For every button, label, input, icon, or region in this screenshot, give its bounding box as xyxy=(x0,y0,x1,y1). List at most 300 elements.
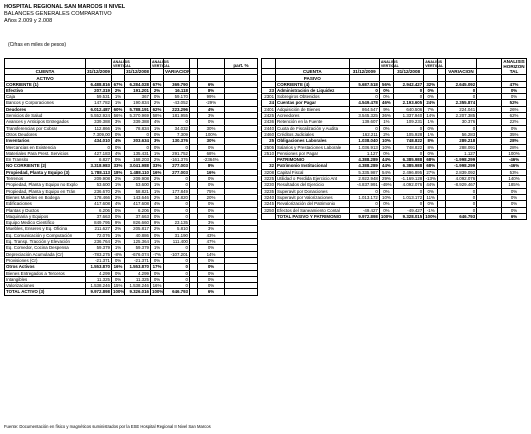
vertical-pct-2009: 1% xyxy=(112,100,125,106)
vertical-pct-2009: 2% xyxy=(379,131,393,137)
variation-value: 0 xyxy=(164,176,190,182)
vertical-pct-2008: 0% xyxy=(151,213,164,219)
value-2009: 1.788.113 xyxy=(86,169,112,175)
value-2009: 1.553.870 xyxy=(86,264,112,270)
value-2008: 2.193.605 xyxy=(393,100,423,106)
account-name: Utilidad o Perdida Ejercicio Ant xyxy=(276,176,350,182)
account-name: Avances y Anticipos Entregados xyxy=(5,119,86,125)
table-row xyxy=(5,289,258,295)
value-2008: -21.371 xyxy=(125,257,151,263)
vertical-pct-2009: 60% xyxy=(112,106,125,112)
value-2008: 135.431 xyxy=(125,150,151,156)
value-2008: 40.886 xyxy=(125,232,151,238)
vertical-pct-2008: 0% xyxy=(424,87,438,93)
horizontal-pct: 140% xyxy=(502,176,527,182)
vertical-pct-2009: 0% xyxy=(379,94,393,100)
account-name: Superavit por Valorizaciones xyxy=(276,194,350,200)
variation-value: 0 xyxy=(164,201,190,207)
value-2008: 6.385.988 xyxy=(393,157,423,163)
vertical-pct-2008: 68% xyxy=(424,157,438,163)
value-2009: 9.972.898 xyxy=(349,213,379,219)
vertical-pct-2009: 4% xyxy=(112,150,125,156)
participation-pct: 0% xyxy=(198,245,225,251)
value-2008: 3.041.988 xyxy=(125,163,151,169)
horizontal-pct: 0% xyxy=(502,94,527,100)
participation-pct: 75% xyxy=(198,188,225,194)
value-2008: -676.074 xyxy=(125,251,151,257)
header-date-2008: 31/12/2008 xyxy=(126,69,149,75)
value-2008: 53.600 xyxy=(125,182,151,188)
variation-value: -161.376 xyxy=(164,157,190,163)
vertical-pct-2008: 8% xyxy=(424,144,438,150)
variation-value: 0 xyxy=(164,283,190,289)
account-name: Adquisición de Bienes xyxy=(276,106,350,112)
value-2008: 9.328.015 xyxy=(393,213,423,219)
header-analisis-horizontal: ANALISIS HORIZON TAL xyxy=(503,59,525,75)
account-name: Bienes Muebles en Bodega xyxy=(5,194,86,200)
participation-pct: 0% xyxy=(198,144,225,150)
vertical-pct-2008: 68% xyxy=(424,163,438,169)
vertical-pct-2008: 67% xyxy=(151,81,164,87)
vertical-pct-2009: 0% xyxy=(112,213,125,219)
variation-value: 1.127 xyxy=(445,150,476,156)
variation-value: 0 xyxy=(445,94,476,100)
participation-pct: 30% xyxy=(198,138,225,144)
participation-pct: 6% xyxy=(198,289,225,295)
value-2009: 11.325 xyxy=(86,276,112,282)
assets-table xyxy=(4,58,258,296)
value-2008: 109.231 xyxy=(393,119,423,125)
account-name: Retención en la Fuente xyxy=(276,119,350,125)
header-section-pasivo: PASIVO xyxy=(276,75,350,81)
account-name: Patrimonio Institucional xyxy=(276,163,350,169)
account-name: Muebles, Enseres y Eq. Oficina xyxy=(5,226,86,232)
vertical-pct-2009: 1% xyxy=(112,245,125,251)
account-name: Caja xyxy=(5,94,86,100)
account-name: Capital Fiscal xyxy=(276,169,350,175)
participation-pct: 0% xyxy=(198,182,225,188)
value-2008: 1.013.172 xyxy=(393,194,423,200)
value-2008: 0 xyxy=(393,94,423,100)
vertical-pct-2009: 100% xyxy=(113,289,125,295)
account-name: Resultados del Ejercicio xyxy=(276,182,350,188)
variation-value: 0 xyxy=(164,264,190,270)
vertical-pct-2009: 44% xyxy=(379,163,393,169)
value-2008: 11.325 xyxy=(125,276,151,282)
vertical-pct-2008: 2% xyxy=(151,226,164,232)
value-2009: 0 xyxy=(349,201,379,207)
vertical-pct-2009: 56% xyxy=(379,81,393,87)
value-2009: 849.795 xyxy=(86,220,112,226)
account-name: Intangibles xyxy=(5,276,86,282)
account-name: Pensiones por Pagar xyxy=(276,150,350,156)
value-2009: 59.531 xyxy=(86,94,112,100)
account-name: Eq. Comedor, Cocina Despensa xyxy=(5,245,86,251)
value-2009: -49.427 xyxy=(349,207,379,213)
value-2009: 236.670 xyxy=(86,188,112,194)
variation-value: -43.052 xyxy=(164,100,190,106)
account-name: Otros Deudores xyxy=(5,131,86,137)
header-date-2009: 31/12/2009 xyxy=(87,69,110,75)
account-code: 3230 xyxy=(262,182,276,188)
horizontal-pct: 47% xyxy=(502,81,527,87)
account-name: Acreedores xyxy=(276,113,350,119)
variation-value: 177.849 xyxy=(164,188,190,194)
variation-value: 0 xyxy=(164,144,190,150)
participation-pct: 0% xyxy=(198,213,225,219)
vertical-pct-2008: 100% xyxy=(425,213,437,219)
account-name: Bancos y Corporaciones xyxy=(5,100,86,106)
variation-value: 30.376 xyxy=(445,119,476,125)
vertical-pct-2008: 0% xyxy=(424,150,438,156)
vertical-pct-2008: 3% xyxy=(151,138,164,144)
variation-value: 59.170 xyxy=(164,94,190,100)
account-name: Servicios de Salud xyxy=(5,113,86,119)
value-2009: 1.013.172 xyxy=(349,194,379,200)
vertical-pct-2008: 16% xyxy=(151,283,164,289)
value-2009: 5.552.924 xyxy=(86,113,112,119)
account-name: Propiedad, Planta y Equipo (3) xyxy=(5,169,86,175)
account-name: Inventarios xyxy=(5,138,86,144)
horizontal-pct: 0% xyxy=(502,87,527,93)
vertical-pct-2008: 0% xyxy=(151,131,164,137)
horizontal-pct: 28% xyxy=(502,138,527,144)
horizontal-pct: 22% xyxy=(502,119,527,125)
account-name: NO CORRIENTE (2) xyxy=(5,163,86,169)
vertical-pct-2009: 4% xyxy=(112,138,125,144)
vertical-pct-2009: 1% xyxy=(112,125,125,131)
account-code: 2505 xyxy=(262,144,276,150)
horizontal-pct: 53% xyxy=(502,169,527,175)
vertical-pct-2009: 1% xyxy=(112,94,125,100)
variation-value: 0 xyxy=(164,270,190,276)
value-2008: -49.427 xyxy=(393,207,423,213)
variation-value: -8.929.467 xyxy=(445,182,476,188)
value-2009: 1.538.246 xyxy=(86,283,112,289)
variation-value: 369.790 xyxy=(164,81,190,87)
vertical-pct-2008: 11% xyxy=(424,194,438,200)
vertical-pct-2009: 29% xyxy=(379,176,393,182)
horizontal-pct: 52% xyxy=(502,100,527,106)
horizontal-pct: 0% xyxy=(502,207,527,213)
value-2008: 1.553.870 xyxy=(125,264,151,270)
participation-pct: 0% xyxy=(198,207,225,213)
value-2008: 105.928 xyxy=(393,131,423,137)
vertical-pct-2008: 7% xyxy=(424,106,438,112)
account-name: Administración de Liquidez xyxy=(276,87,350,93)
horizontal-pct: -46% xyxy=(502,157,527,163)
participation-pct: 0% xyxy=(198,119,225,125)
vertical-pct-2009: 15% xyxy=(112,283,125,289)
variation-value: 646.793 xyxy=(164,289,190,295)
value-2008: 0 xyxy=(125,131,151,137)
variation-value: 0 xyxy=(164,119,190,125)
participation-pct: 47% xyxy=(198,239,225,245)
variation-value: 288.091 xyxy=(445,144,476,150)
value-2008: 37.663 xyxy=(125,213,151,219)
value-2009: 207.319 xyxy=(86,87,112,93)
participation-pct: -2364% xyxy=(198,157,225,163)
value-2009: 211.627 xyxy=(86,226,112,232)
value-2008: 6.206 xyxy=(125,207,151,213)
participation-pct: 4% xyxy=(198,106,225,112)
value-2008: 2.942.427 xyxy=(393,81,423,87)
account-name: Cuentas por Pagar xyxy=(276,100,350,106)
value-2008: 125.364 xyxy=(125,239,151,245)
vertical-pct-2008: 1% xyxy=(151,125,164,131)
vertical-pct-2009: 0% xyxy=(112,157,125,163)
value-2009: 0 xyxy=(349,188,379,194)
value-2009: 162.211 xyxy=(349,131,379,137)
variation-value: 0 xyxy=(164,182,190,188)
vertical-pct-2008: 0% xyxy=(151,257,164,263)
vertical-pct-2009: 0% xyxy=(112,270,125,276)
account-name: Depreciación Acumulada (Cr) xyxy=(5,251,86,257)
participation-pct: 0% xyxy=(198,270,225,276)
vertical-pct-2008: 2% xyxy=(151,176,164,182)
horizontal-pct: 0% xyxy=(502,194,527,200)
account-code xyxy=(262,213,276,219)
value-2009: 5.335.987 xyxy=(349,169,379,175)
header-cuenta: CUENTA xyxy=(5,69,86,75)
vertical-pct-2008: 100% xyxy=(152,289,164,295)
horizontal-pct: 28% xyxy=(502,144,527,150)
participation-pct: 14% xyxy=(198,251,225,257)
value-2008: 2.496.895 xyxy=(393,169,423,175)
vertical-pct-2009: 2% xyxy=(112,239,125,245)
account-name: Equipo Medico Cientifico xyxy=(5,220,86,226)
source-footnote: Fuente: Documentación en físico y magnéticos suministrados por la ESE Hospital Regional II Nivel San Marcos xyxy=(4,424,211,429)
value-2009: 1.036.913 xyxy=(349,144,379,150)
vertical-pct-2009: 16% xyxy=(112,264,125,270)
horizontal-pct: 6% xyxy=(502,213,527,219)
value-2009: 178.466 xyxy=(86,194,112,200)
vertical-pct-2009: 2% xyxy=(112,176,125,182)
account-code: 3245 xyxy=(262,201,276,207)
account-code: 23 xyxy=(262,87,276,93)
vertical-pct-2009: 9% xyxy=(379,106,393,112)
vertical-pct-2009: 0% xyxy=(379,150,393,156)
variation-value: 2.207.385 xyxy=(445,113,476,119)
vertical-pct-2008: 1% xyxy=(151,245,164,251)
account-name: Créditos Judiciales xyxy=(276,131,350,137)
account-name: CORRIENTE (1) xyxy=(5,81,86,87)
vertical-pct-2009: 10% xyxy=(379,144,393,150)
vertical-pct-2009: 2% xyxy=(112,188,125,194)
variation-value: 2.645.092 xyxy=(445,81,476,87)
vertical-pct-2009: 9% xyxy=(112,220,125,226)
participation-pct: 0% xyxy=(198,283,225,289)
vertical-pct-2009: 4% xyxy=(112,201,125,207)
variation-value: 2.355.874 xyxy=(445,100,476,106)
vertical-pct-2009: 18% xyxy=(112,169,125,175)
vertical-pct-2008: 4% xyxy=(151,119,164,125)
vertical-pct-2008: 0% xyxy=(151,270,164,276)
vertical-pct-2009: 2% xyxy=(112,87,125,93)
variation-value: 16.118 xyxy=(164,87,190,93)
value-2009: 434.010 xyxy=(86,138,112,144)
participation-pct: 8% xyxy=(198,163,225,169)
participation-pct: -29% xyxy=(198,100,225,106)
value-2008: 9.326.016 xyxy=(125,289,151,295)
header-analisis-vertical-1: ANALISIS VERTICAL xyxy=(380,60,399,68)
vertical-pct-2008: 0% xyxy=(151,232,164,238)
variation-value: 2.839.092 xyxy=(445,169,476,175)
participation-pct: 3% xyxy=(198,220,225,226)
value-2008: 0 xyxy=(393,87,423,93)
value-2009: 139.607 xyxy=(349,119,379,125)
horizontal-pct: 0% xyxy=(502,201,527,207)
variation-value: 289.218 xyxy=(445,138,476,144)
variation-value: -107.201 xyxy=(164,251,190,257)
value-2009: 0 xyxy=(349,125,379,131)
value-2009: 0 xyxy=(349,87,379,93)
account-name: Edificaciones xyxy=(5,201,86,207)
value-2009: 3.545.325 xyxy=(349,113,379,119)
value-2008: 748.822 xyxy=(393,138,423,144)
account-name: Propiedad, Planta y Equipo en Trán xyxy=(5,188,86,194)
account-name: Maquinaria y Equipos xyxy=(5,213,86,219)
vertical-pct-2009: 100% xyxy=(380,213,393,219)
vertical-pct-2008: 2% xyxy=(151,157,164,163)
variation-value: 111.400 xyxy=(164,239,190,245)
vertical-pct-2008: 0% xyxy=(151,207,164,213)
participation-pct: 0% xyxy=(198,264,225,270)
participation-pct: 8% xyxy=(198,87,225,93)
vertical-pct-2009: 1% xyxy=(379,119,393,125)
header-date-2008: 31/12/2008 xyxy=(393,69,423,75)
vertical-pct-2008: 27% xyxy=(424,169,438,175)
value-2008: 191.201 xyxy=(125,87,151,93)
variation-value: 0 xyxy=(164,276,190,282)
vertical-pct-2008: 1% xyxy=(151,182,164,188)
vertical-pct-2009: -8% xyxy=(112,251,125,257)
vertical-pct-2008: -1% xyxy=(424,207,438,213)
report-title: BALANCES GENERALES COMPARATIVO xyxy=(4,11,112,17)
header-variacion: VARIACION xyxy=(165,69,191,75)
vertical-pct-2008: 32% xyxy=(424,81,438,87)
value-2008: 1.488.110 xyxy=(125,169,151,175)
account-name: Cuota de Fiscalización y Audita xyxy=(276,125,350,131)
vertical-pct-2008: 0% xyxy=(151,276,164,282)
account-code: 3225 xyxy=(262,176,276,182)
variation-value: 23.135 xyxy=(164,220,190,226)
variation-value: 5.810 xyxy=(164,226,190,232)
account-code: 2460 xyxy=(262,131,276,137)
vertical-pct-2008: 0% xyxy=(424,188,438,194)
vertical-pct-2009: 36% xyxy=(379,113,393,119)
participation-pct: 6% xyxy=(198,81,225,87)
value-2008: 0 xyxy=(393,125,423,131)
table-row xyxy=(262,213,527,219)
vertical-pct-2009: 44% xyxy=(379,157,393,163)
value-2008: 367 xyxy=(125,94,151,100)
account-code: 3208 xyxy=(262,169,276,175)
value-2008: 640.506 xyxy=(393,106,423,112)
value-2009: 4.549.478 xyxy=(349,100,379,106)
vertical-pct-2008: 0% xyxy=(424,201,438,207)
vertical-pct-2009: 10% xyxy=(379,194,393,200)
vertical-pct-2008: 2% xyxy=(151,194,164,200)
vertical-pct-2008: 2% xyxy=(151,100,164,106)
value-2009: 6.488.816 xyxy=(86,81,112,87)
vertical-pct-2009: 0% xyxy=(112,257,125,263)
value-2009: 7.309,00 xyxy=(86,131,112,137)
participation-pct: 100% xyxy=(198,131,225,137)
vertical-pct-2008: 1% xyxy=(151,239,164,245)
participation-pct: 16% xyxy=(198,169,225,175)
value-2009: 0 xyxy=(86,144,112,150)
vertical-pct-2009: 56% xyxy=(112,113,125,119)
account-code: 3250 xyxy=(262,207,276,213)
variation-value: 7.309 xyxy=(164,131,190,137)
participation-pct: 0% xyxy=(198,257,225,263)
vertical-pct-2008: 1% xyxy=(424,131,438,137)
account-name: Terrenos xyxy=(5,176,86,182)
vertical-pct-2008: 24% xyxy=(424,100,438,106)
value-2008: 303.634 xyxy=(125,138,151,144)
account-name: Propiedad, Planta y Equipo no Explo xyxy=(5,182,86,188)
liabilities-table xyxy=(261,58,527,220)
vertical-pct-2009: 54% xyxy=(379,169,393,175)
value-2009: 6.012.487 xyxy=(86,106,112,112)
value-2009: 72.076 xyxy=(86,232,112,238)
account-name: Valorizaciones xyxy=(5,283,86,289)
horizontal-pct: 185% xyxy=(502,182,527,188)
account-code: 2440 xyxy=(262,125,276,131)
variation-value: 56.283 xyxy=(445,131,476,137)
value-2008: 143.646 xyxy=(125,194,151,200)
value-2008: 1.538.246 xyxy=(125,283,151,289)
value-2008: 4.299 xyxy=(125,270,151,276)
account-name: Mercancias en Existencia xyxy=(5,144,86,150)
account-name: Bienes Entregados a Terceros xyxy=(5,270,86,276)
variation-value: 34.032 xyxy=(164,125,190,131)
vertical-pct-2009: 0% xyxy=(379,188,393,194)
variation-value: 0 xyxy=(164,257,190,263)
value-2009: -21.371 xyxy=(86,257,112,263)
value-2009: 4.388.289 xyxy=(349,157,379,163)
vertical-pct-2009: 3% xyxy=(112,119,125,125)
vertical-pct-2009: 2% xyxy=(112,226,125,232)
account-code: 3235 xyxy=(262,188,276,194)
vertical-pct-2009: 0% xyxy=(112,276,125,282)
units-note: (Cifras en miles de pesos) xyxy=(8,42,67,48)
participation-pct: 0% xyxy=(198,276,225,282)
variation-value: 34.820 xyxy=(164,194,190,200)
variation-value: 4.092.076 xyxy=(445,176,476,182)
header-analisis-vertical-1: ANALISIS VERTICAL xyxy=(113,60,131,68)
value-2009: -4.837.991 xyxy=(349,182,379,188)
value-2009: 112.866 xyxy=(86,125,112,131)
horizontal-pct: 26% xyxy=(502,106,527,112)
account-name: CORRIENTE (4) xyxy=(276,81,350,87)
variation-value: 0 xyxy=(445,87,476,93)
header-date-2009: 31/12/2009 xyxy=(349,69,379,75)
horizontal-pct: 0% xyxy=(502,188,527,194)
account-code: 2510 xyxy=(262,150,276,156)
value-2009: 3.318.983 xyxy=(86,163,112,169)
account-name: Efectos del Saneamiento Contal xyxy=(276,207,350,213)
value-2008: 826.660 xyxy=(125,220,151,226)
value-2009: 864.547 xyxy=(349,106,379,112)
variation-value: -1.998.299 xyxy=(445,157,476,163)
value-2009: 4.299 xyxy=(86,270,112,276)
header-analisis-vertical-2: ANALISIS VERTICAL xyxy=(152,60,170,68)
account-name: Eq. Comunicación y Computación xyxy=(5,232,86,238)
value-2009: 236.764 xyxy=(86,239,112,245)
report-years: Años 2.009 y 2.008 xyxy=(4,18,53,24)
